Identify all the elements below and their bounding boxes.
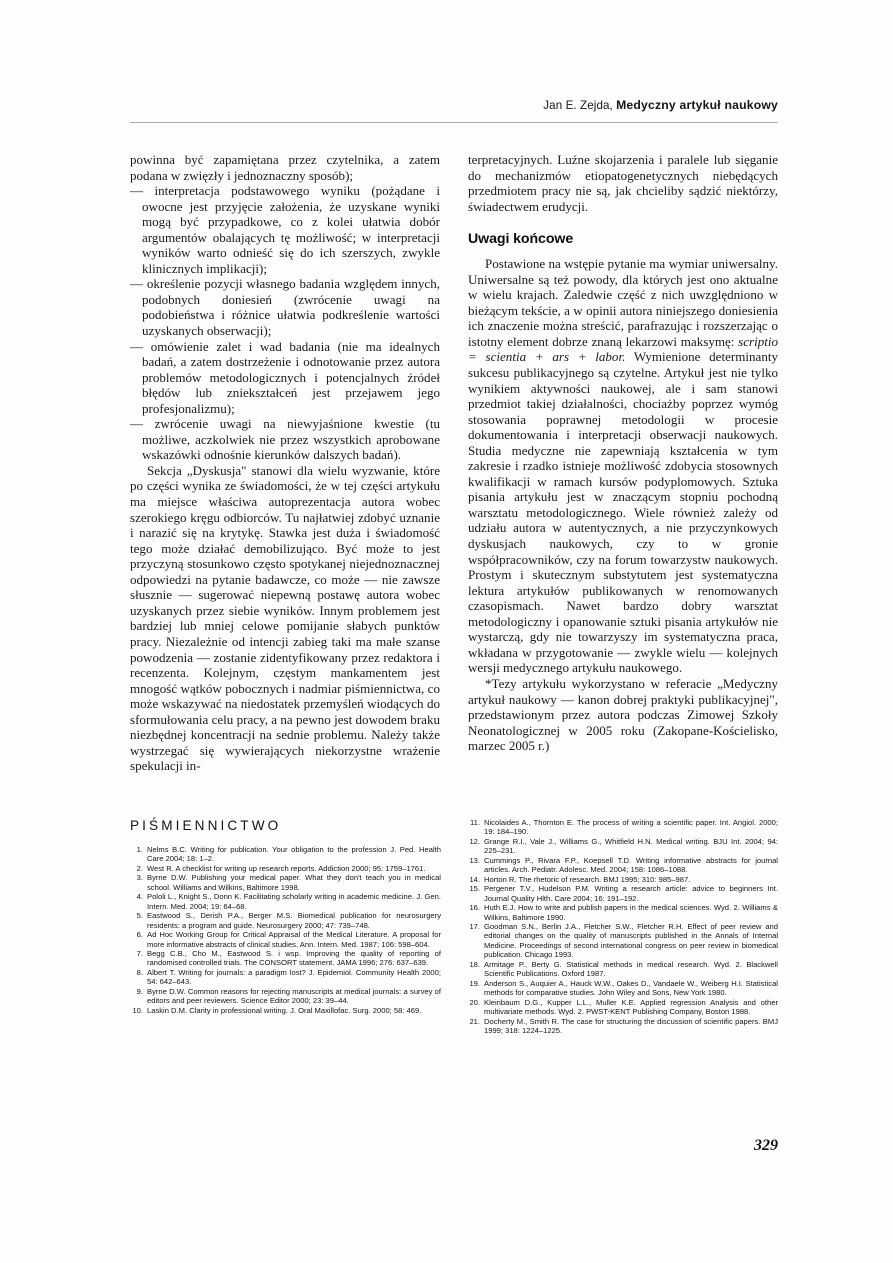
reference-text: Ad Hoc Working Group for Critical Appraisal of the Medical Literature. A proposal for more informative abstracts of clinical studies. Ann. Intern. Med. 1987; 106: 598–604. (147, 930, 441, 949)
reference-text: Laskin D.M. Clarity in professional writing. J. Oral Maxillofac. Surg. 2000; 58: 469. (147, 1005, 422, 1015)
references-right-column (467, 818, 778, 1035)
dash-list (130, 183, 440, 463)
paragraph-continued-right: terpretacyjnych. Luźne skojarzenia i paralele lub sięganie do mechanizmów etiopatogenetycznych niebędących przedmiotem pracy nie są, jak chcieliby sądzić niektórzy, świadectwem erudycji. (468, 152, 778, 214)
reference-number: 4. (136, 892, 143, 902)
reference-text: Byrne D.W. Publishing your medical paper. What they don't teach you in medical school. Williams and Wilkins, Baltimore 1998. (147, 873, 441, 892)
reference-number: 2. (136, 863, 143, 873)
list-item: — zwrócenie uwagi na niewyjaśnione kwestie (tu możliwe, aczkolwiek nie przez wszystkich aprobowane wskazówki odnośnie kierunków dalszych badań). (130, 416, 440, 463)
paragraph-discussion: Sekcja „Dyskusja" stanowi dla wielu wyzwanie, które po części wynika ze świadomości, że w tej części artykułu ma miejsce właściwa autoprezentacja autora wobec szerokiego kręgu odbiorców. Tu najłatwiej zdobyć uznanie i narazić się na krytykę. Stawka jest duża i świadomość tego może działać demobilizująco. Być może to jest przyczyną stosunkowo często spotykanej niejednoznacznej odpowiedzi na pytanie badawcze, co może — nie zawsze słusznie — sugerować niepewną postawę autora wobec uzyskanych przez siebie wyników. Innym problemem jest bardziej lub mniej celowe pomijanie słabych punktów pracy. Niezależnie od intencji zabieg taki ma małe szanse powodzenia — zostanie zidentyfikowany przez redaktora i recenzenta. Kolejnym, częstym mankamentem jest mnogość wątków pobocznych i nadmiar piśmiennictwa, co może wskazywać na niedostatek przemyśleń wiodących do sformułowania celu pracy, a na pewno jest dowodem braku niezbędnej koncentracji na sednie problemu. Należy także wystrzegać się wywierających niekorzystne wrażenie spekulacji in- (130, 462, 440, 774)
reference-item (130, 873, 441, 892)
header-rule (130, 122, 778, 123)
reference-text: Anderson S., Auquier A., Hauck W.W., Oakes D., Vandaele W., Weiberg H.I. Statistical methods for comparative studies. John Wiley and Sons, New York 1980. (484, 978, 778, 998)
reference-text: Cummings P., Rivara F.P., Koepsell T.D. Writing informative abstracts for journal articles. Arch. Pediatr. Adolesc. Med. 2004; 158: 1086–1088. (484, 855, 778, 875)
reference-item (467, 922, 778, 960)
reference-number: 14. (469, 874, 480, 884)
reference-text: Kleinbaum D.G., Kupper L.L., Muller K.E. Applied regression Analysis and other multivariate methods. Wyd. 2. PWST-KENT Publishing Company, Boston 1988. (484, 997, 778, 1017)
reference-text: Huth E.J. How to write and publish papers in the medical sciences. Wyd. 2. Williams & Wilkins, Baltimore 1990. (484, 903, 778, 922)
references-heading: PIŚMIENNICTWO (130, 818, 282, 833)
reference-item (130, 864, 441, 873)
reference-text: Horton R. The rhetoric of research. BMJ 1995; 310: 985–987. (484, 874, 691, 884)
list-item: — omówienie zalet i wad badania (nie ma idealnych badań, a zatem dostrzeżenie i odnotowanie przez autora problemów metodologicznych i potencjalnych źródeł błędów lub zniekształceń jest przejawem jego profesjonalizmu); (130, 338, 440, 416)
reference-list-right (467, 818, 778, 1035)
reference-item (130, 968, 441, 987)
reference-item (467, 856, 778, 875)
paragraph-final-remarks-part-a: Postawione na wstępie pytanie ma wymiar uniwersalny. Uniwersalne są też powody, dla których jest ono aktualne w wielu krajach. Zaledwie część z nich uwzględniono w bieżącym tekście, a w opinii autora niniejszego doniesienia ich znaczenie można streścić, parafrazując i rozszerzając o istotny element dobrze znaną lekarzowi maksymę: (468, 256, 778, 349)
section-heading-uwagi-koncowe: Uwagi końcowe (468, 231, 574, 248)
reference-item (467, 1017, 778, 1036)
reference-item (467, 979, 778, 998)
reference-item (130, 987, 441, 1006)
reference-text: Nelms B.C. Writing for publication. Your obligation to the profession J. Ped. Health Care 2004; 18: 1–2. (147, 845, 441, 864)
reference-number: 11. (470, 818, 480, 827)
reference-item (467, 960, 778, 979)
page-number: 329 (754, 1137, 778, 1154)
reference-number: 20. (469, 997, 480, 1007)
footnote-paragraph: *Tezy artykułu wykorzystano w referacie „Medyczny artykuł naukowy — kanon dobrej praktyki publikacyjnej", przedstawionym przez autora podczas Zimowej Szkoły Neonatologicznej w 2005 roku (Zakopane-Kościelisko, marzec 2005 r.) (468, 675, 778, 754)
reference-text: Begg C.B., Cho M., Eastwood S. i wsp. Improving the quality of reporting of randomised controlled trials. The CONSORT statement. JAMA 1996; 276: 637–639. (147, 948, 441, 968)
reference-number: 13. (469, 855, 480, 865)
list-item: — określenie pozycji własnego badania względem innych, podobnych doniesień (zwrócenie uwagi na podobieństwa i różnice ułatwia podkreślenie wartości uzyskanych obserwacji); (130, 276, 440, 339)
reference-item (130, 845, 441, 864)
list-item: — interpretacja podstawowego wyniku (pożądane i owocne jest przyjęcie założenia, że uzyskane wyniki mogą być przypadkowe, co z kolei ułatwia dobór argumentów obalających tę możliwość; w interpretacji wyników warto odnieść się do ich szerszych, zwykle klinicznych implikacji); (130, 183, 440, 276)
reference-text: West R. A checklist for writing up research reports. Addiction 2000; 95: 1759–1761. (147, 863, 426, 873)
reference-text: Pergener T.V., Hudelson P.M. Writing a research article: advice to beginners Int. Journal Quality Hlth. Care 2004; 16: 191–192. (484, 884, 778, 903)
reference-text: Pololi L., Knight S., Donn K. Facilitating scholarly writing in academic medicine. J. Gen. Intern. Med. 2004; 19: 64–68. (147, 892, 441, 911)
reference-item (130, 930, 441, 949)
body-columns (130, 152, 778, 774)
reference-item (467, 998, 778, 1017)
reference-number: 18. (469, 959, 480, 969)
latin-maxim: scriptio = scientia + ars + labor. (468, 333, 778, 365)
reference-item (467, 903, 778, 922)
reference-number: 16. (469, 903, 480, 913)
reference-number: 1. (136, 845, 143, 854)
paragraph-final-remarks (468, 256, 778, 676)
paragraph-continued-left: powinna być zapamiętana przez czytelnika, a zatem podana w zwięzły i jednoznaczny sposób); (130, 152, 440, 183)
reference-number: 10. (132, 1005, 143, 1015)
paragraph-final-remarks-part-b: Wymienione determinanty sukcesu publikacyjnego są czytelne. Artykuł jest nie tylko wynikiem aktywności naukowej, ale i sam stanowi przedmiot takiej działalności, chociażby poprzez wymóg stosowania poprawnej metodologii w procesie dokumentowania i interpretacji obserwacji naukowych. Studia medyczne nie zapewniają kształcenia w tym zakresie i rzadko istnieje możliwość zdobycia stosownych kwalifikacji w ramach kursów podyplomowych. Sztuka pisania artykułu jest w znaczącym stopniu pochodną warsztatu metodologicznego. Wiele również zależy od udziału autora w autentycznych, a nie przyczynkowych dyskusjach naukowych, czy to w gronie współpracowników, czy na forum towarzystw naukowych. Prostym i skutecznym substytutem jest systematyczna lektura artykułów publikowanych w renomowanych czasopismach. Nawet bardzo dobry warsztat metodologiczny i opanowanie sztuki pisania artykułów nie wystarczą, gdy nie towarzyszy im systematyczna praca, wkładana w przygotowanie — zwykle wielu — kolejnych wersji medycznego artykułu naukowego. (468, 349, 778, 676)
reference-item (130, 911, 441, 930)
reference-number: 19. (469, 978, 480, 988)
references-left-column (130, 845, 441, 1035)
reference-text: Goodman S.N., Berlin J.A., Fletcher S.W., Fletcher R.H. Effect of peer review and editorial changes on the quality of manuscripts published in the Annals of Internal Medicine. Proceedings of second international congress on peer review in biomedical publication. Chicago 1993. (484, 921, 778, 960)
reference-number: 9. (136, 986, 143, 996)
reference-number: 5. (136, 911, 143, 921)
reference-number: 8. (136, 967, 143, 977)
reference-item (467, 837, 778, 856)
reference-text: Eastwood S., Derish P.A., Berger M.S. Biomedical publication for neurosurgery residents: a program and guide. Neurosurgery 2000; 47: 739–748. (147, 911, 441, 930)
reference-text: Grange R.I., Vale J., Williams G., Whitfield H.N. Medical writing. BJU Int. 2004; 94: 225–231. (484, 836, 778, 856)
reference-number: 3. (136, 873, 143, 883)
reference-text: Armitage P., Berty G. Statistical methods in medical research. Wyd. 2. Blackwell Scientific Publications. Oxford 1987. (484, 959, 778, 979)
reference-number: 7. (136, 948, 143, 958)
reference-number: 15. (469, 884, 480, 894)
left-column (130, 152, 440, 774)
reference-item (467, 818, 778, 837)
reference-text: Byrne D.W. Common reasons for rejecting manuscripts at medical journals: a survey of editors and peer reviewers. Science Editor 2000; 23: 39–44. (147, 986, 441, 1006)
reference-number: 17. (469, 921, 480, 931)
reference-text: Nicolaides A., Thornton E. The process of writing a scientific paper. Int. Angiol. 2000; 19: 184–190. (484, 818, 778, 837)
reference-text: Docherty M., Smith R. The case for structuring the discussion of scientific papers. BMJ 1999; 318: 1224–1225. (484, 1016, 778, 1035)
reference-item (130, 949, 441, 968)
reference-item (130, 892, 441, 911)
reference-list-left (130, 845, 441, 1015)
right-column (468, 152, 778, 774)
reference-number: 6. (136, 930, 143, 940)
running-head (130, 98, 778, 113)
reference-item (467, 875, 778, 884)
running-head-title: Medyczny artykuł naukowy (616, 98, 778, 112)
reference-number: 12. (469, 836, 480, 846)
reference-item (130, 1006, 441, 1015)
running-head-author: Jan E. Zejda, (543, 99, 613, 112)
reference-text: Albert T. Writing for journals: a paradigm lost? J. Epidemiol. Community Health 2000; 54: 642–643. (147, 967, 441, 987)
reference-number: 21. (469, 1016, 480, 1026)
reference-item (467, 884, 778, 903)
